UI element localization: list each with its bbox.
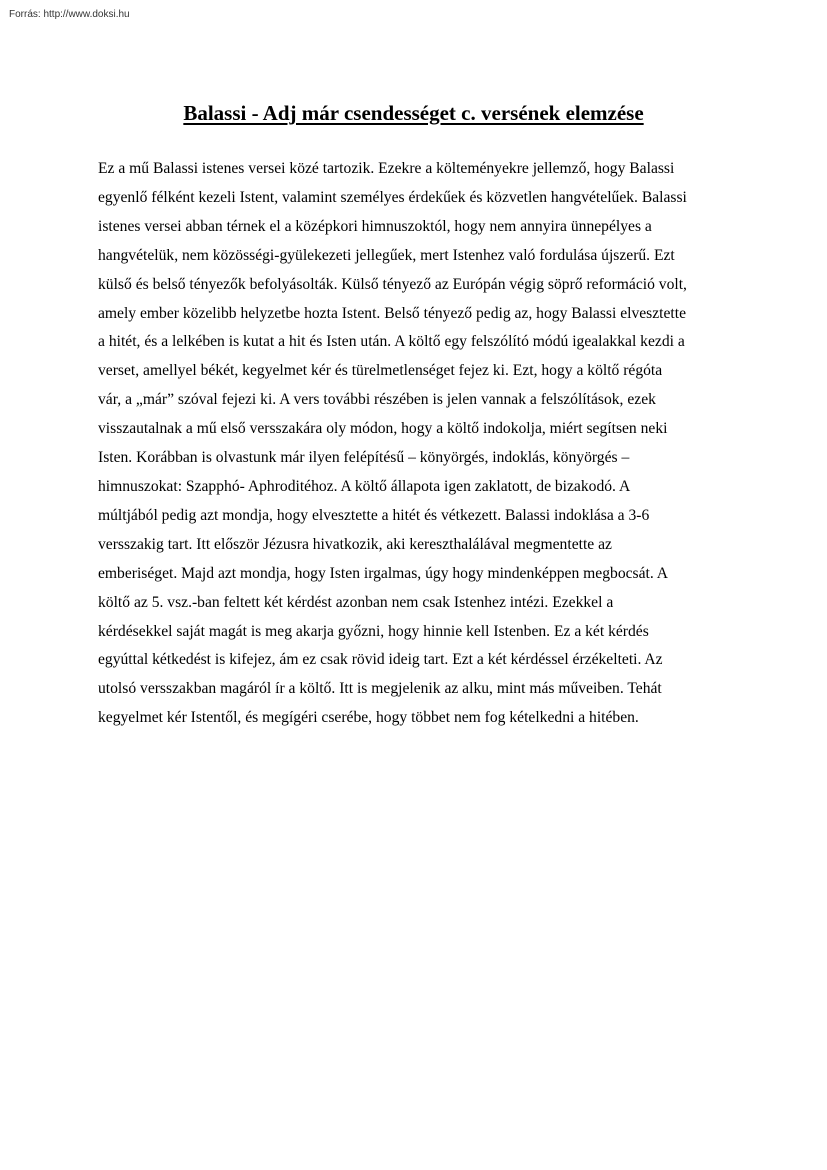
paragraph-line: múltjából pedig azt mondja, hogy elvesztette a hitét és vétkezett. Balassi indoklása a 3-6 <box>98 506 650 524</box>
paragraph-line: Isten. Korábban is olvastunk már ilyen felépítésű – könyörgés, indoklás, könyörgés – <box>98 449 630 467</box>
paragraph-line: visszautalnak a mű első versszakára oly módon, hogy a költő indokolja, miért segítsen neki <box>98 420 668 438</box>
paragraph-line: vár, a „már” szóval fejezi ki. A vers további részében is jelen vannak a felszólítások, ezek <box>98 391 656 409</box>
paragraph-line: kérdésekkel saját magát is meg akarja győzni, hogy hinnie kell Istenben. Ez a két kérdés <box>98 622 649 640</box>
paragraph-line: költő az 5. vsz.-ban feltett két kérdést azonban nem csak Istenhez intézi. Ezekkel a <box>98 593 614 611</box>
paragraph-line: kegyelmet kér Istentől, és megígéri cserébe, hogy többet nem fog kételkedni a hitében. <box>98 709 639 727</box>
paragraph-line: versszakig tart. Itt először Jézusra hivatkozik, aki kereszthalálával megmentette az <box>98 535 612 553</box>
source-line: Forrás: http://www.doksi.hu <box>9 9 130 20</box>
paragraph-line: amely ember közelibb helyzetbe hozta Istent. Belső tényező pedig az, hogy Balassi elvesztette <box>98 304 687 322</box>
paragraph-line: egyúttal kétkedést is kifejez, ám ez csak rövid ideig tart. Ezt a két kérdéssel érzékelteti. Az <box>98 651 663 669</box>
paragraph-line: a hitét, és a lelkében is kutat a hit és Isten után. A költő egy felszólító módú igealakkal kezdi a <box>98 333 685 351</box>
paragraph-line: utolsó versszakban magáról ír a költő. Itt is megjelenik az alku, mint más műveiben. Tehát <box>98 680 662 698</box>
paragraph-line: emberiséget. Majd azt mondja, hogy Isten irgalmas, úgy hogy mindenképpen megbocsát. A <box>98 564 669 582</box>
paragraph-line: istenes versei abban térnek el a középkori himnuszoktól, hogy nem annyira ünnepélyes a <box>98 217 652 235</box>
paragraph-line: egyenlő félként kezeli Istent, valamint személyes érdekűek és közvetlen hangvételűek. Balassi <box>98 188 687 206</box>
body-paragraph <box>98 155 738 733</box>
paragraph-line: hangvételük, nem közösségi-gyülekezeti jellegűek, mert Istenhez való fordulása újszerű. Ezt <box>98 246 675 264</box>
paragraph-line: Ez a mű Balassi istenes versei közé tartozik. Ezekre a költeményekre jellemző, hogy Balassi <box>98 160 675 177</box>
paragraph-line: verset, amellyel békét, kegyelmet kér és türelmetlenséget fejez ki. Ezt, hogy a költő régóta <box>98 362 663 380</box>
paragraph-line: himnuszokat: Szapphó- Aphroditéhoz. A költő állapota igen zaklatott, de bizakodó. A <box>98 477 631 495</box>
paragraph-line: külső és belső tényezők befolyásolták. Külső tényező az Európán végig söprő reformáció volt, <box>98 275 687 293</box>
document-title: Balassi - Adj már csendességet c. versének elemzése <box>183 101 644 125</box>
